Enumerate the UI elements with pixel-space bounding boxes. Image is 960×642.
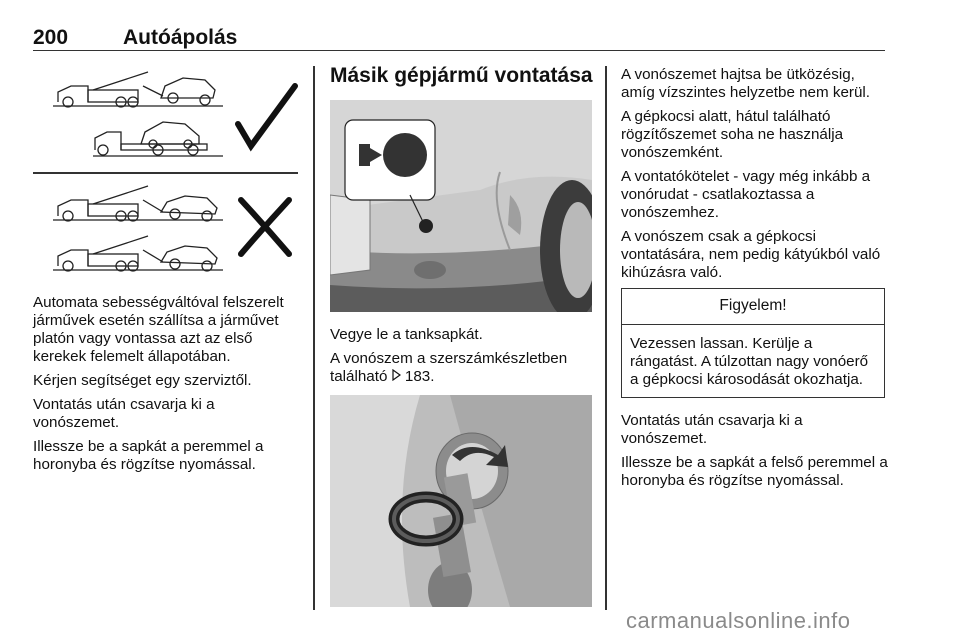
towing-eye-photo [330, 395, 592, 607]
left-column-text [33, 294, 301, 480]
paragraph: A vontatókötelet - vagy még inkább a vonórudat - csatlakoztassa a vonószemhez. [621, 168, 871, 221]
paragraph: Illessze be a sapkát a peremmel a horonyba és rögzítse nyomással. [33, 438, 264, 473]
towing-allowed-illustration [33, 64, 301, 164]
section-heading: Másik gépjármű vontatása [330, 64, 593, 87]
column-divider-left [313, 66, 315, 610]
paragraph: Kérjen segítséget egy szerviztől. [33, 372, 252, 389]
paragraph: Automata sebességváltóval felszerelt járművek esetén szállítsa a járművet platón vagy vontassa azt az első kerekek felemelt állapotában. [33, 294, 284, 365]
paragraph: A gépkocsi alatt, hátul található rögzítőszemet soha ne használja vonószemként. [621, 108, 844, 161]
paragraph-text: A vonószem a szerszámkészletben található [330, 350, 568, 385]
warning-box [621, 288, 885, 398]
paragraph-with-reference [330, 350, 592, 386]
page-reference-arrow-icon[interactable] [392, 368, 401, 386]
towing-not-allowed-illustration [33, 178, 301, 278]
watermark: carmanualsonline.info [626, 608, 851, 633]
warning-body: Vezessen lassan. Kerülje a rángatást. A túlzottan nagy vonóerő a gépkocsi károsodását okozhatja. [630, 335, 869, 388]
paragraph: Vegye le a tanksapkát. [330, 326, 483, 343]
right-column-text [621, 66, 889, 496]
chapter-title: Autóápolás [123, 26, 238, 49]
paragraph: A vonószemet hajtsa be ütközésig, amíg vízszintes helyzetbe nem kerül. [621, 66, 871, 101]
paragraph: Vontatás után csavarja ki a vonószemet. [621, 412, 803, 447]
check-mark-icon [238, 86, 295, 146]
middle-column-text [330, 326, 592, 392]
column-divider-right [605, 66, 607, 610]
cross-mark-icon [241, 200, 289, 254]
paragraph: Illessze be a sapkát a felső peremmel a horonyba és rögzítse nyomással. [621, 454, 888, 489]
page-reference-number[interactable]: 183. [404, 368, 435, 385]
fuel-cap-photo [330, 100, 592, 312]
paragraph: Vontatás után csavarja ki a vonószemet. [33, 396, 215, 431]
paragraph: A vonószem csak a gépkocsi vontatására, nem pedig kátyúkból való kihúzásra való. [621, 228, 881, 281]
warning-title: Figyelem! [622, 289, 884, 325]
page-number: 200 [33, 26, 69, 49]
illustration-divider [33, 172, 298, 174]
page-header [33, 24, 885, 51]
